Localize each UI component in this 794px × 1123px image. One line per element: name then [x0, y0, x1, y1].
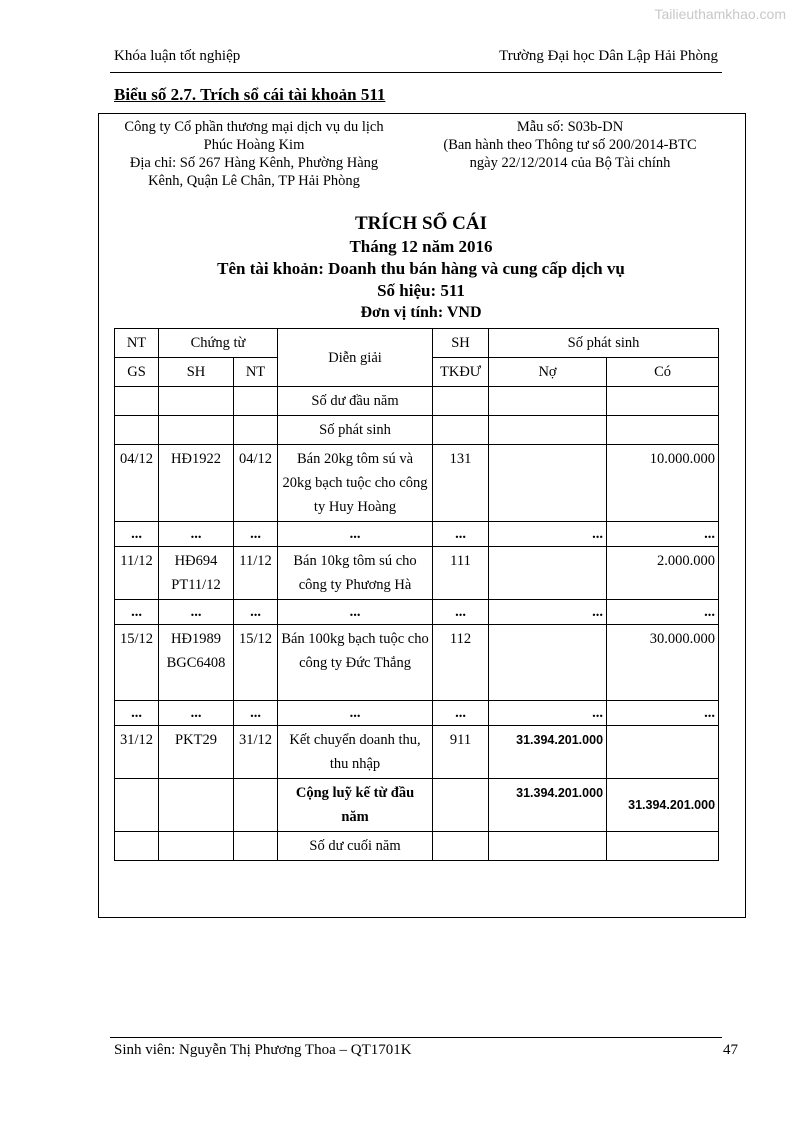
ellipsis: ... — [433, 701, 489, 726]
entry-debit — [489, 547, 607, 600]
entry-credit: 30.000.000 — [607, 625, 719, 701]
entry-doc-date: 04/12 — [234, 445, 278, 522]
page-number: 47 — [723, 1042, 738, 1058]
form-regulation-line2: ngày 22/12/2014 của Bộ Tài chính — [469, 155, 671, 171]
header-divider — [110, 72, 722, 73]
entry-doc-no: HĐ1989 BGC6408 — [159, 625, 234, 701]
entry-doc-no: PKT29 — [159, 726, 234, 779]
entry-account: 111 — [433, 547, 489, 600]
header-sh: SH — [159, 358, 234, 387]
ellipsis: ... — [159, 522, 234, 547]
figure-caption: Biểu số 2.7. Trích sổ cái tài khoản 511 — [114, 85, 386, 104]
ellipsis: ... — [234, 701, 278, 726]
ellipsis: ... — [489, 600, 607, 625]
entry-description: Bán 100kg bạch tuộc cho công ty Đức Thắng — [278, 625, 433, 701]
entry-account: 112 — [433, 625, 489, 701]
entry-account: 911 — [433, 726, 489, 779]
student-info: Sinh viên: Nguyễn Thị Phương Thoa – QT1701K — [114, 1042, 412, 1058]
cumulative-debit: 31.394.201.000 — [489, 779, 607, 832]
ellipsis: ... — [278, 701, 433, 726]
table-row-arising — [115, 416, 719, 445]
ellipsis: ... — [607, 600, 719, 625]
thesis-label: Khóa luận tốt nghiệp — [114, 48, 241, 64]
entry-doc-no: HĐ694 PT11/12 — [159, 547, 234, 600]
ellipsis: ... — [489, 701, 607, 726]
entry-date: 04/12 — [115, 445, 159, 522]
table-row — [115, 445, 719, 522]
entry-debit — [489, 625, 607, 701]
header-no: Nợ — [489, 358, 607, 387]
arising-label: Số phát sinh — [278, 416, 433, 445]
entry-credit: 10.000.000 — [607, 445, 719, 522]
ellipsis: ... — [433, 522, 489, 547]
header-row-1 — [115, 329, 719, 358]
header-dien-giai: Diễn giải — [278, 329, 433, 387]
entry-debit — [489, 445, 607, 522]
company-address-line2: Kênh, Quận Lê Chân, TP Hải Phòng — [148, 173, 360, 189]
entry-credit: 2.000.000 — [607, 547, 719, 600]
ellipsis: ... — [489, 522, 607, 547]
table-row-opening-balance — [115, 387, 719, 416]
ellipsis: ... — [607, 522, 719, 547]
header-nt-gs-top: NT — [115, 329, 159, 358]
page-header — [114, 48, 718, 70]
ellipsis: ... — [433, 600, 489, 625]
closing-balance-label: Số dư cuối năm — [278, 832, 433, 861]
cumulative-label: Cộng luỹ kế từ đầu năm — [278, 779, 433, 832]
ellipsis: ... — [115, 600, 159, 625]
entry-doc-date: 31/12 — [234, 726, 278, 779]
footer-divider — [110, 1037, 722, 1038]
header-sh-tkdu-top: SH — [433, 329, 489, 358]
ledger-period: Tháng 12 năm 2016 — [349, 237, 493, 256]
ledger-title: TRÍCH SỔ CÁI — [355, 213, 487, 234]
account-number: Số hiệu: 511 — [377, 281, 465, 300]
opening-balance-label: Số dư đầu năm — [278, 387, 433, 416]
header-chung-tu: Chứng từ — [159, 329, 278, 358]
entry-account: 131 — [433, 445, 489, 522]
currency-unit: Đơn vị tính: VND — [360, 304, 482, 321]
account-name: Tên tài khoản: Doanh thu bán hàng và cung cấp dịch vụ — [217, 259, 625, 278]
ellipsis: ... — [115, 522, 159, 547]
table-row-cumulative — [115, 779, 719, 832]
entry-doc-date: 15/12 — [234, 625, 278, 701]
table-row-closing-balance — [115, 832, 719, 861]
company-info — [108, 118, 400, 190]
header-co: Có — [607, 358, 719, 387]
ellipsis: ... — [278, 522, 433, 547]
university-name: Trường Đại học Dân Lập Hải Phòng — [499, 48, 718, 64]
entry-date: 15/12 — [115, 625, 159, 701]
ledger-titles — [98, 212, 744, 324]
form-number: Mẫu số: S03b-DN — [516, 119, 624, 135]
entry-doc-no: HĐ1922 — [159, 445, 234, 522]
entry-description: Bán 10kg tôm sú cho công ty Phương Hà — [278, 547, 433, 600]
entry-date: 11/12 — [115, 547, 159, 600]
ellipsis: ... — [234, 522, 278, 547]
company-name-line1: Công ty Cổ phần thương mại dịch vụ du lịch — [124, 119, 384, 135]
header-sh-tkdu-bottom: TKĐƯ — [433, 358, 489, 387]
entry-description: Bán 20kg tôm sú và 20kg bạch tuộc cho công ty Huy Hoàng — [278, 445, 433, 522]
company-address-line1: Địa chỉ: Số 267 Hàng Kênh, Phường Hàng — [129, 155, 379, 171]
cumulative-credit: 31.394.201.000 — [607, 779, 719, 832]
form-regulation-line1: (Ban hành theo Thông tư số 200/2014-BTC — [443, 137, 697, 153]
ellipsis: ... — [278, 600, 433, 625]
entry-debit: 31.394.201.000 — [489, 726, 607, 779]
watermark-text: Tailieuthamkhao.com — [654, 6, 786, 22]
table-row-ellipsis — [115, 600, 719, 625]
form-info — [420, 118, 720, 172]
table-row-ellipsis — [115, 522, 719, 547]
table-row — [115, 625, 719, 701]
header-nt-gs-bottom: GS — [115, 358, 159, 387]
ellipsis: ... — [607, 701, 719, 726]
page-footer — [114, 1042, 738, 1064]
ledger-table — [114, 328, 719, 861]
header-nt: NT — [234, 358, 278, 387]
entry-credit — [607, 726, 719, 779]
header-so-phat-sinh: Số phát sinh — [489, 329, 719, 358]
entry-date: 31/12 — [115, 726, 159, 779]
ellipsis: ... — [159, 701, 234, 726]
entry-description: Kết chuyển doanh thu, thu nhập — [278, 726, 433, 779]
entry-doc-date: 11/12 — [234, 547, 278, 600]
table-row — [115, 547, 719, 600]
ellipsis: ... — [115, 701, 159, 726]
table-row-ellipsis — [115, 701, 719, 726]
ellipsis: ... — [234, 600, 278, 625]
table-row — [115, 726, 719, 779]
company-name-line2: Phúc Hoàng Kim — [203, 137, 305, 153]
ellipsis: ... — [159, 600, 234, 625]
